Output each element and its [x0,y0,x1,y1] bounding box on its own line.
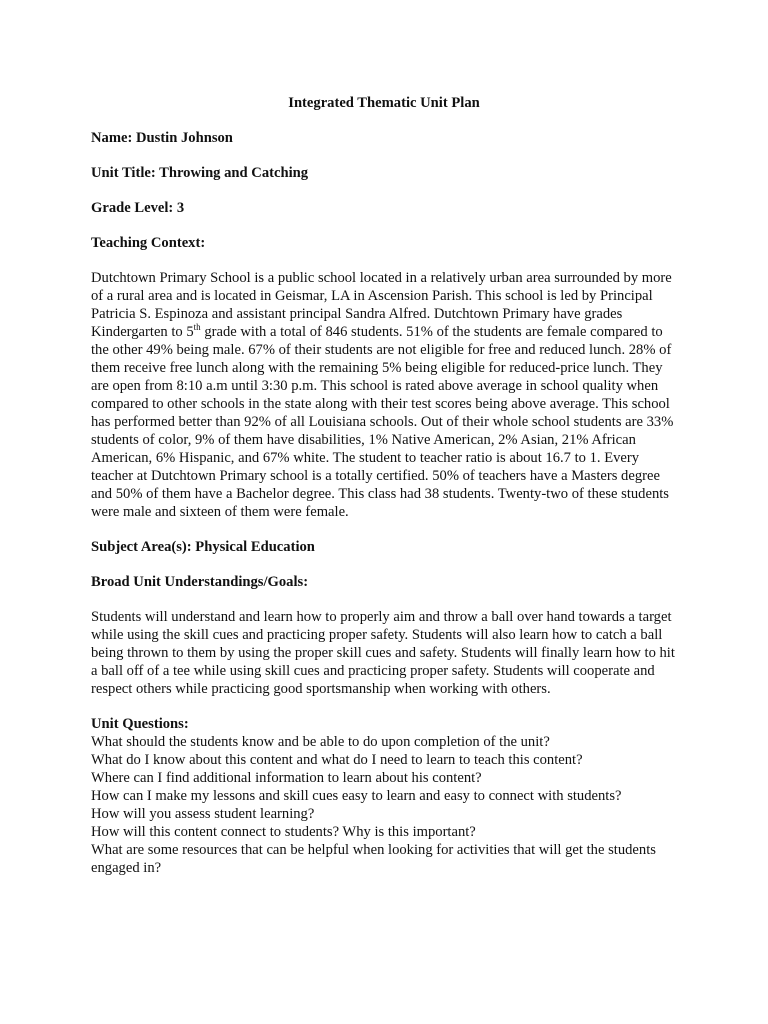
unit-question: How can I make my lessons and skill cues easy to learn and easy to connect with students? [91,788,622,804]
unit-question: What do I know about this content and what do I need to learn to teach this content? [91,752,583,768]
teaching-context-text-part1: Dutchtown Primary School is a public school located in a relatively urban area surrounded by more of a rural area and is located in Geismar, LA in Ascension Parish. This school is led by Principal Patricia S. Espinoza and assistant principal Sandra Alfred. Dutchtown Primary have grades Kindergarten to 5 [91,270,672,340]
unit-question: Where can I find additional information to learn about his content? [91,770,482,786]
teaching-context-text-part2: grade with a total of 846 students. 51% of the students are female compared to the other 49% being male. 67% of their students are not eligible for free and reduced lunch. 28% of them receive free lunch along with the remaining 5% being eligible for reduced-price lunch. They are open from 8:10 a.m until 3:30 p.m. This school is rated above average in school quality when compared to other schools in the state along with their test scores being above average. This school has performed better than 92% of all Louisiana schools. Out of their whole school students are 33% students of color, 9% of them have disabilities, 1% Native American, 2% Asian, 21% African American, 6% Hispanic, and 67% white. The student to teacher ratio is about 16.7 to 1. Every teacher at Dutchtown Primary school is a totally certified. 50% of teachers have a Masters degree and 50% of them have a Bachelor degree. This class had 38 students. Twenty-two of these students were male and sixteen of them were female. [91,324,674,520]
ordinal-superscript: th [193,322,201,333]
unit-question: What should the students know and be able to do upon completion of the unit? [91,734,550,750]
name-line: Name: Dustin Johnson [91,130,233,146]
document-title: Integrated Thematic Unit Plan [288,95,480,111]
unit-title-line: Unit Title: Throwing and Catching [91,165,309,181]
document-content [91,94,677,877]
teaching-context-paragraph [91,269,677,521]
unit-question: How will this content connect to students? Why is this important? [91,824,476,840]
unit-question: How will you assess student learning? [91,806,315,822]
grade-level-line: Grade Level: 3 [91,200,185,216]
unit-question: What are some resources that can be helpful when looking for activities that will get the students engaged in? [91,842,656,876]
unit-questions-list [91,733,677,877]
unit-questions-heading: Unit Questions: [91,716,189,732]
teaching-context-heading: Teaching Context: [91,235,206,251]
goals-heading: Broad Unit Understandings/Goals: [91,574,309,590]
goals-paragraph: Students will understand and learn how to properly aim and throw a ball over hand towards a target while using the skill cues and practicing proper safety. Students will also learn how to catch a ball being thrown to them by using the proper skill cues and safety. Students will finally learn how to hit a ball off of a tee while using skill cues and practicing proper safety. Students will cooperate and respect others while practicing good sportsmanship when working with others. [91,609,675,697]
subject-area-line: Subject Area(s): Physical Education [91,539,315,555]
